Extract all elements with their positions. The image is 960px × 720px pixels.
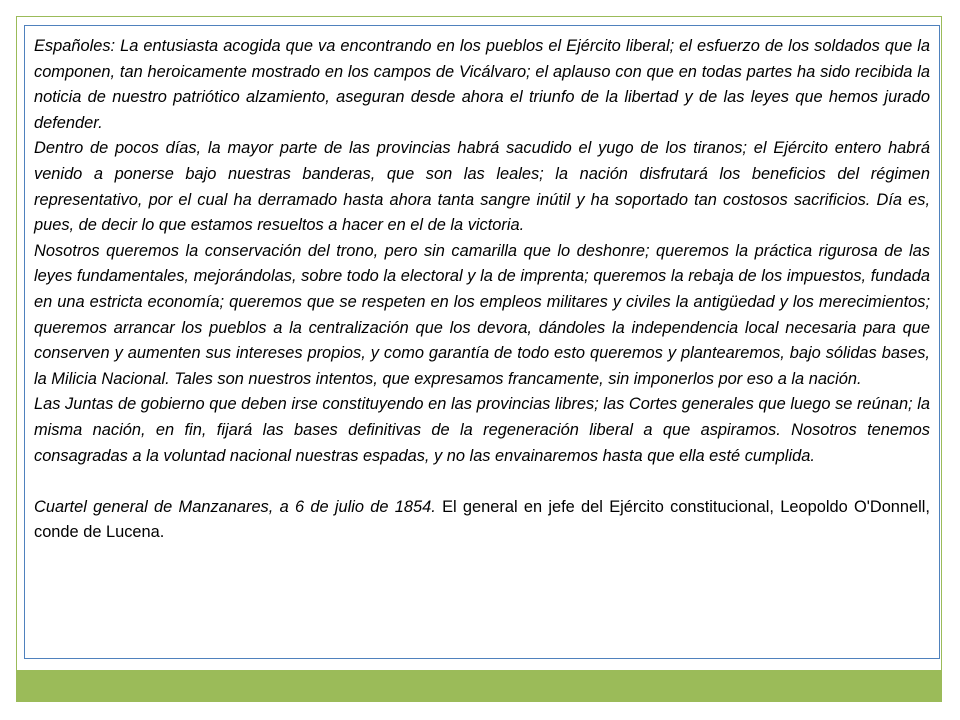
blank-line <box>34 469 930 495</box>
signature-signer: El general en jefe del Ejército constitucional, Leopoldo O'Donnell, conde de Lucena. <box>34 497 930 542</box>
footer-bar <box>16 670 942 702</box>
paragraph-2: Dentro de pocos días, la mayor parte de las provincias habrá sacudido el yugo de los tiranos; el Ejército entero habrá venido a ponerse bajo nuestras banderas, que son las leales; la nación disfrutará los beneficios del régimen representativo, por el cual ha derramado hasta ahora tanta sangre inútil y ha soportado tan costosos sacrificios. Día es, pues, de decir lo que estamos resueltos a hacer en el de la victoria. <box>34 139 930 235</box>
signature-place-date: Cuartel general de Manzanares, a 6 de julio de 1854. <box>34 497 436 516</box>
manifesto-text-box[interactable] <box>24 25 940 659</box>
paragraph-4: Las Juntas de gobierno que deben irse constituyendo en las provincias libres; las Cortes generales que luego se reúnan; la misma nación, en fin, fijará las bases definitivas de la regeneración liberal a que aspiramos. Nosotros tenemos consagradas a la voluntad nacional nuestras espadas, y no las envainaremos hasta que ella esté cumplida. <box>34 395 930 465</box>
signature-paragraph <box>34 495 930 546</box>
paragraph-1: Españoles: La entusiasta acogida que va encontrando en los pueblos el Ejército liberal; el esfuerzo de los soldados que la componen, tan heroicamente mostrado en los campos de Vicálvaro; el aplauso con que en todas partes ha sido recibida la noticia de nuestro patriótico alzamiento, aseguran desde ahora el triunfo de la libertad y de las leyes que hemos jurado defender. <box>34 37 930 132</box>
paragraph-3: Nosotros queremos la conservación del trono, pero sin camarilla que lo deshonre; queremos la práctica rigurosa de las leyes fundamentales, mejorándolas, sobre todo la electoral y la de imprenta; queremos la rebaja de los impuestos, fundada en una estricta economía; queremos que se respeten en los empleos militares y civiles la antigüedad y los merecimientos; queremos arrancar los pueblos a la centralización que los devora, dándoles la independencia local necesaria para que conserven y aumenten sus intereses propios, y como garantía de todo esto queremos y plantearemos, bajo sólidas bases, la Milicia Nacional. Tales son nuestros intentos, que expresamos francamente, sin imponerlos por eso a la nación. <box>34 241 930 388</box>
